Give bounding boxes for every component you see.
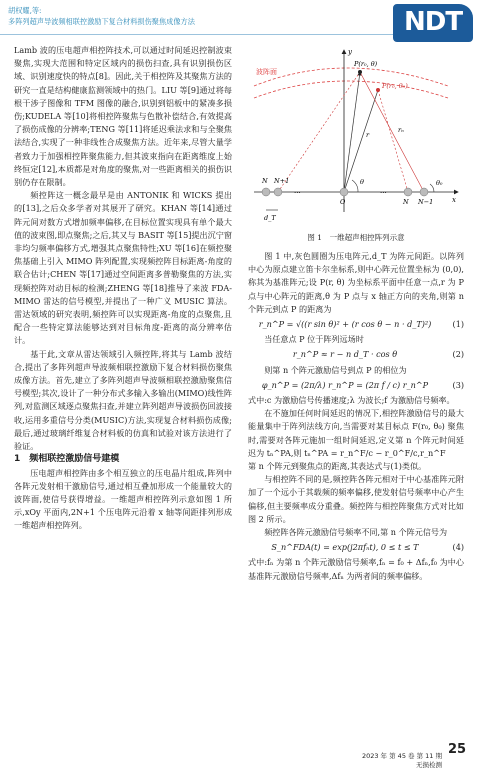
journal-name: 无损检测 xyxy=(416,761,442,769)
paragraph-3: 基于此,文章从雷达领域引入频控阵,将其与 Lamb 波结合,提出了多阵列超声导波频相联控激励下复合材料损伤聚焦成像方法。首先,建立了多阵列超声导波频相联控激励聚焦信号模型;其次,设计了一种分布式多输入多输出(MIMO)线性阵列,对监测区域逐点聚焦扫查,并建立阵列超声导波损伤回波接收,运用多重信号分类(MUSIC)方法,实现复合材料损伤成像;最后,通过玻璃纤维复合材料板的仿真和试验对该方法进行了验证。 xyxy=(14,348,232,452)
paragraph-11: 与相控阵不同的是,频控阵各阵元相对于中心基准阵元附加了一个远小于其载频的频率偏移,使发射信号频率中心产生偏移,但主要频率成分重叠。频控阵与相控阵聚焦方式对比如图 2 所示。 xyxy=(248,474,464,524)
svg-text:N−1: N−1 xyxy=(418,198,434,206)
svg-text:y: y xyxy=(348,48,352,56)
paragraph-13: 式中:fₙ 为第 n 个阵元激励信号频率,fₙ = f₀ + Δfₙ,f₀ 为中心基准阵元激励信号频率,Δfₙ 为两者间的频率偏移。 xyxy=(248,557,464,581)
journal-folio xyxy=(352,752,442,770)
svg-text:d_T: d_T xyxy=(264,214,276,222)
paragraph-7: 则第 n 个阵元激励信号到点 P 的相位为 xyxy=(264,364,407,375)
svg-text:rₙ: rₙ xyxy=(398,126,404,134)
journal-logo: NDT xyxy=(393,4,473,42)
figure-1-diagram xyxy=(248,42,464,230)
figure-caption: 图 1 一维超声相控阵列示意 xyxy=(307,233,405,242)
header-rule xyxy=(0,34,393,35)
paragraph-8: 式中:c 为激励信号传播速度;λ 为波长;f 为激励信号频率。 xyxy=(248,395,455,406)
right-column xyxy=(248,250,464,583)
section-heading: 1 频相联控激励信号建模 xyxy=(14,454,120,465)
header-author: 胡权耀,等: xyxy=(8,6,42,15)
header-title: 多阵列超声导波频相联控激励下复合材料损伤聚焦成像方法 xyxy=(8,17,195,26)
paragraph-2: 频控阵这一概念最早是由 ANTONIK 和 WICKS 提出的[13],之后众多学者对其展开了研究。KHAN 等[14]通过阵元间对数方式增加频率偏移,在目标位置实现具有单个最大值的波束图,即点聚焦;之后,其又与 BASIT 等[15]提出沉宁窗非均匀频率偏移方式,增强其点聚焦特性;XU 等[16]在频控聚焦基础上引入 MIMO 阵列配置,实现频控阵目标距离-角度的联合估计;CHEN 等[17]通过空间距离多普勒聚焦的方法,实现频控阵对动目标的检测;ZHENG 等[18]推导了来波 FDA-MIMO 雷达的信号模型,并提出了一种广义 MUSIC 算法。雷达领域的研究表明,频控阵可以实现距离-角度的点聚焦,且配合一些特定算法能够达到对目标角度-距离的高分辨率估计。 xyxy=(14,190,232,346)
paragraph-10: 第 n 个阵元到聚焦点的距离,其表达式与(1)类似。 xyxy=(248,461,427,472)
svg-text:N: N xyxy=(262,177,268,185)
paragraph-6: 当任意点 P 位于阵列远场时 xyxy=(264,334,364,345)
wavefront-label: 波阵面 xyxy=(256,68,277,76)
paragraph-5: 图 1 中,灰色圆圈为压电阵元,d_T 为阵元间距。以阵列中心为原点建立笛卡尔坐标系,则中心阵元位置坐标为 (0,0),称其为基准阵元;设 P(r, θ) 为坐标系平面中任意一点,r 为 P 点与中心阵元的距离,θ 为 P 点与 x 轴正方向的夹角,则第 n 个阵元到点 P 的距离为 xyxy=(248,251,464,314)
svg-text:P(r₀, θ): P(r₀, θ) xyxy=(354,60,378,68)
svg-text:x: x xyxy=(452,196,456,204)
svg-text:O: O xyxy=(340,198,346,206)
paragraph-1: Lamb 波的压电超声相控阵技术,可以通过时间延迟控制波束聚焦,实现大范围和特定区域内的损伤扫查,具有识别损伤区域、识别速度快的特点[8]。因此,关于相控阵及其聚焦方法的研究一直是结构健康监测领域中的热门。LIU 等[9]通过将每根干涉子图像和 TFM 图像的融合,识别到铝板中的紧凑多损伤;KUDELA 等[10]将相控阵聚焦与色散补偿结合,有效提高了损伤成像的分辨率;TENG 等[11]将延迟乘法求和与全聚焦法结合,实现了一种非线性合成聚焦方法。近年来,尽管大量学者致力于加强相控阵聚焦能力,但其波束指向在距离维度上始终恒定[12],本质都是对角度的聚焦,对一些距离相关的损伤识别仍存在限制。 xyxy=(14,45,232,188)
svg-text:···: ··· xyxy=(380,189,387,197)
page-number: 25 xyxy=(448,742,467,757)
equation-4: S_n^FDA(t) = exp(j2πfₙt), 0 ≤ t ≤ T (4) xyxy=(271,542,464,553)
equation-3: φ_n^P = (2π/λ) r_n^P = (2π f / c) r_n^P (3) xyxy=(261,379,464,390)
svg-text:θ₀: θ₀ xyxy=(436,179,443,187)
paragraph-12: 频控阵各阵元激励信号频率不同,第 n 个阵元信号为 xyxy=(264,527,448,538)
left-column xyxy=(14,44,232,533)
paragraph-4: 压电超声相控阵由多个相互独立的压电晶片组成,阵列中各阵元发射相干激励信号,通过相互叠加形成一个能量较大的波阵面,使信号获得增益。一维超声相控阵列示意如图 1 所示,xOy 平面内,2N+1 个压电阵元沿着 x 轴等间距排列形成一维超声相控阵列。 xyxy=(14,467,232,531)
svg-text:N: N xyxy=(403,198,409,206)
equation-1: r_n^P = √((r sin θ)² + (r cos θ − n · d_T)²) (1) xyxy=(258,319,464,330)
svg-text:r: r xyxy=(366,131,370,139)
journal-issue: 2023 年 第 45 卷 第 11 期 xyxy=(361,752,442,760)
svg-text:···: ··· xyxy=(294,189,301,197)
svg-text:θ: θ xyxy=(360,178,364,186)
svg-text:N+1: N+1 xyxy=(274,177,290,185)
paragraph-9: 在不施加任何时间延迟的情况下,相控阵激励信号的最大能量集中于阵列法线方向,当需要对某目标点 F(r₀, θ₀) 聚焦时,需要对各阵元施加一组时间延迟,定义第 n 个阵元时间延迟为 tₙ^PA,则 tₙ^PA = r_n^F/c − r_0^F/c,r_n^F xyxy=(248,408,464,458)
svg-text:P(r₀, θ₀): P(r₀, θ₀) xyxy=(382,82,408,90)
equation-2: r_n^P ≈ r − n d_T · cos θ (2) xyxy=(292,349,464,360)
